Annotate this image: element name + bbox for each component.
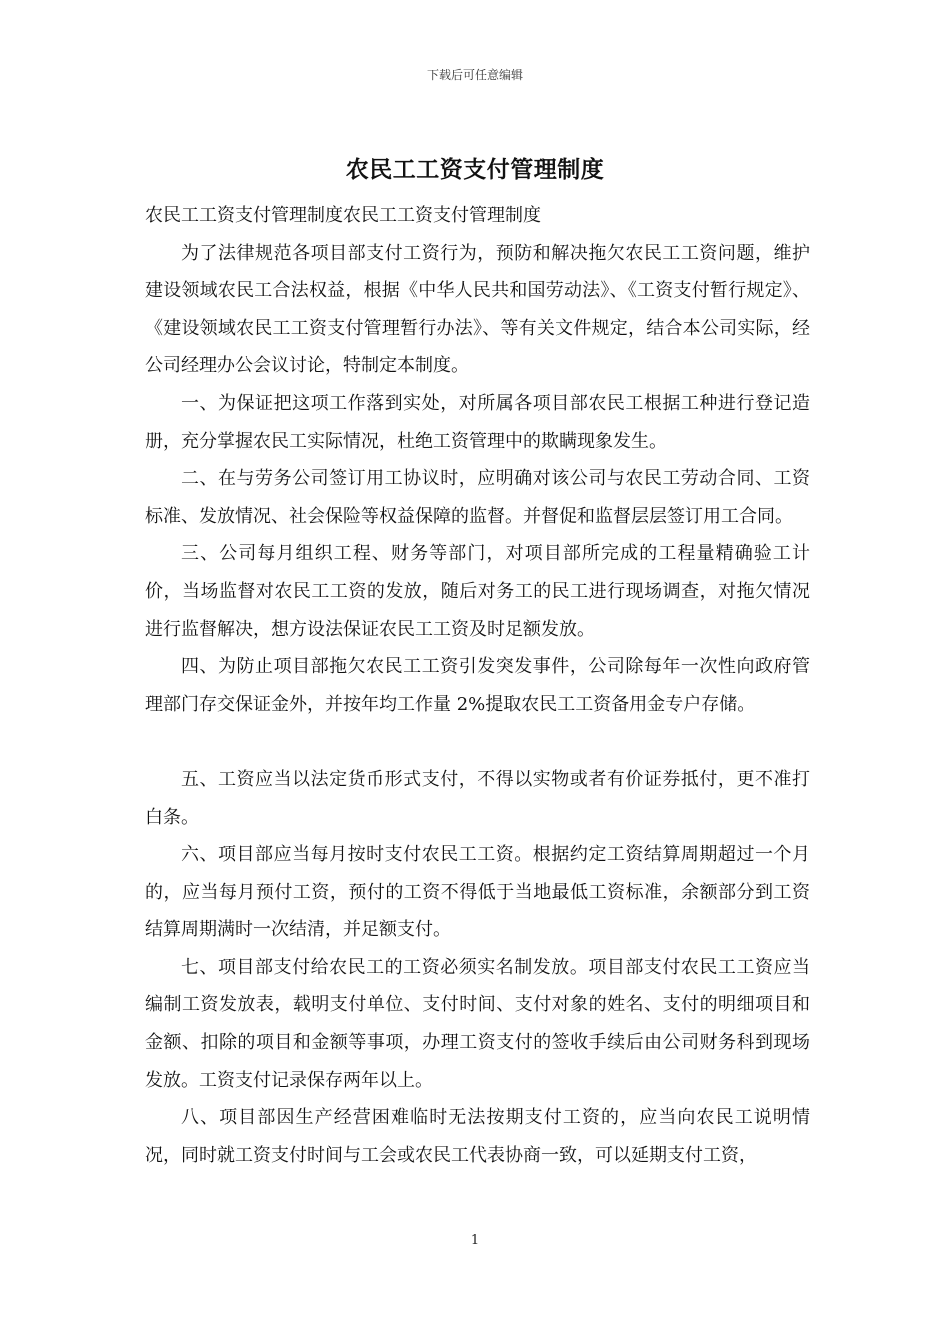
paragraph-item-5: 五、工资应当以法定货币形式支付，不得以实物或者有价证券抵付，更不准打白条。 [145, 768, 810, 828]
paragraph-item-2: 二、在与劳务公司签订用工协议时，应明确对该公司与农民工劳动合同、工资标准、发放情况、社会保险等权益保障的监督。并督促和监督层层签订用工合同。 [145, 468, 810, 527]
paragraph-item-3: 三、公司每月组织工程、财务等部门，对项目部所完成的工程量精确验工计价，当场监督对农民工工资的发放，随后对务工的民工进行现场调查，对拖欠情况进行监督解决，想方设法保证农民工工资及时足额发放。 [145, 543, 810, 640]
page-number: 1 [470, 1233, 480, 1248]
paragraph-intro: 为了法律规范各项目部支付工资行为，预防和解决拖欠农民工工资问题，维护建设领域农民工合法权益，根据《中华人民共和国劳动法》、《工资支付暂行规定》、《建设领域农民工工资支付管理暂行办法》、等有关文件规定，结合本公司实际，经公司经理办公会议讨论，特制定本制度。 [145, 242, 810, 377]
subtitle-line: 农民工工资支付管理制度农民工工资支付管理制度 [145, 205, 541, 226]
paragraph-item-8: 八、项目部因生产经营困难临时无法按期支付工资的，应当向农民工说明情况，同时就工资支付时间与工会或农民工代表协商一致，可以延期支付工资， [145, 1107, 810, 1166]
paragraph-spacer [145, 723, 810, 761]
document-title: 农民工工资支付管理制度 [345, 157, 605, 183]
document-body [145, 197, 810, 1174]
paragraph-item-6: 六、项目部应当每月按时支付农民工工资。根据约定工资结算周期超过一个月的，应当每月预付工资，预付的工资不得低于当地最低工资标准，余额部分到工资结算周期满时一次结清，并足额支付。 [145, 844, 810, 941]
paragraph-item-4: 四、为防止项目部拖欠农民工工资引发突发事件，公司除每年一次性向政府管理部门存交保证金外，并按年均工作量 2%提取农民工工资备用金专户存储。 [145, 656, 810, 715]
paragraph-item-7: 七、项目部支付给农民工的工资必须实名制发放。项目部支付农民工工资应当编制工资发放表，载明支付单位、支付时间、支付对象的姓名、支付的明细项目和金额、扣除的项目和金额等事项，办理工资支付的签收手续后由公司财务科到现场发放。工资支付记录保存两年以上。 [145, 956, 810, 1091]
paragraph-item-1: 一、为保证把这项工作落到实处，对所属各项目部农民工根据工种进行登记造册，充分掌握农民工实际情况，杜绝工资管理中的欺瞒现象发生。 [145, 392, 810, 452]
header-note: 下载后可任意编辑 [426, 68, 523, 82]
